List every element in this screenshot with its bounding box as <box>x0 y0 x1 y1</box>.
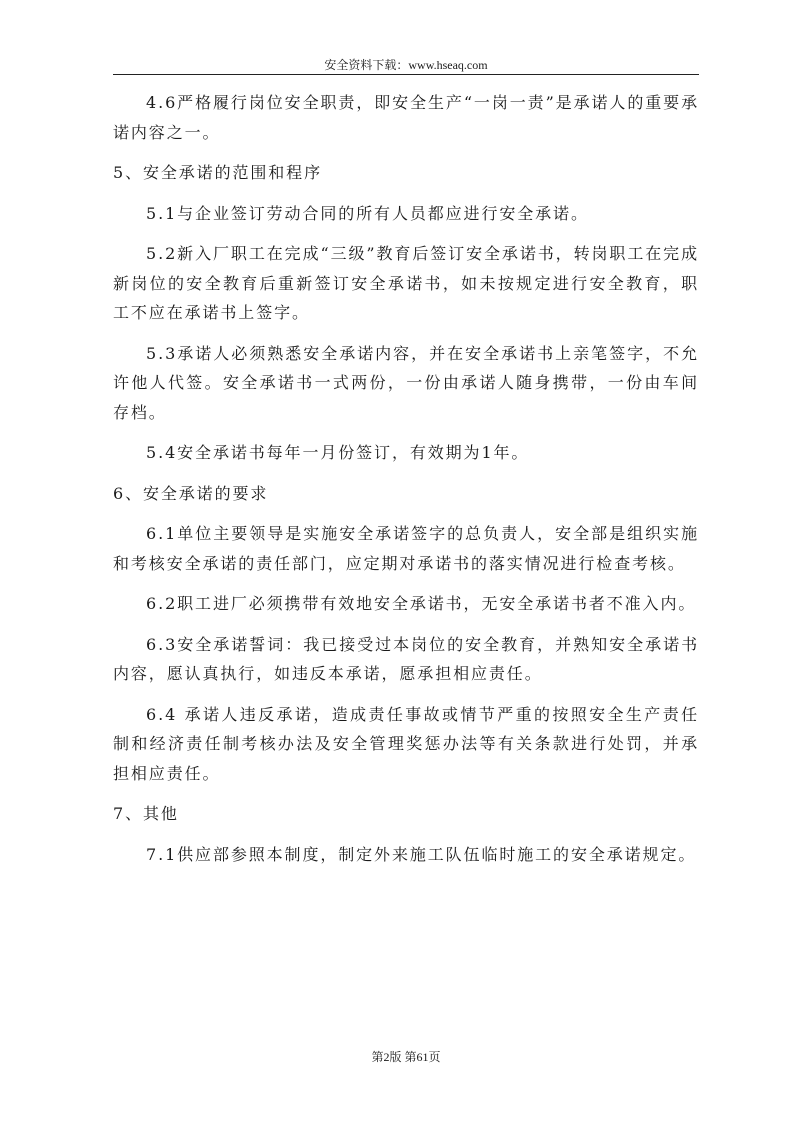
clause-5-1: 5.1与企业签订劳动合同的所有人员都应进行安全承诺。 <box>146 203 589 223</box>
clause-6-4: 6.4 承诺人违反承诺，造成责任事故或情节严重的按照安全生产责任制和经济责任制考核办法及安全管理奖惩办法等有关条款进行处罚，并承担相应责任。 <box>113 704 699 783</box>
section-heading-7: 7、其他 <box>113 804 179 823</box>
clause-5-2: 5.2新入厂职工在完成“三级”教育后签订安全承诺书，转岗职工在完成新岗位的安全教育后重新签订安全承诺书，如未按规定进行安全教育，职工不应在承诺书上签字。 <box>113 244 699 322</box>
clause-4-6: 4.6严格履行岗位安全职责，即安全生产“一岗一责”是承诺人的重要承诺内容之一。 <box>113 93 699 142</box>
page-header: 安全资料下载：www.hseaq.com <box>324 58 488 72</box>
clause-6-1: 6.1单位主要领导是实施安全承诺签字的总负责人，安全部是组织实施和考核安全承诺的责任部门，应定期对承诺书的落实情况进行检查考核。 <box>113 524 699 573</box>
clause-6-3: 6.3安全承诺誓词：我已接受过本岗位的安全教育，并熟知安全承诺书内容，愿认真执行，如违反本承诺，愿承担相应责任。 <box>113 634 699 683</box>
clause-5-3: 5.3承诺人必须熟悉安全承诺内容，并在安全承诺书上亲笔签字，不允许他人代签。安全承诺书一式两份，一份由承诺人随身携带，一份由车间存档。 <box>113 343 699 422</box>
section-heading-5: 5、安全承诺的范围和程序 <box>113 163 322 182</box>
clause-5-4: 5.4安全承诺书每年一月份签订，有效期为1年。 <box>146 443 530 462</box>
clause-7-1: 7.1供应部参照本制度，制定外来施工队伍临时施工的安全承诺规定。 <box>146 844 697 864</box>
clause-6-2: 6.2职工进厂必须携带有效地安全承诺书，无安全承诺书者不准入内。 <box>146 594 697 613</box>
document-body <box>113 88 699 869</box>
page-footer: 第2版 第61页 <box>371 1050 441 1064</box>
header-divider <box>113 74 699 75</box>
section-heading-6: 6、安全承诺的要求 <box>113 483 269 503</box>
